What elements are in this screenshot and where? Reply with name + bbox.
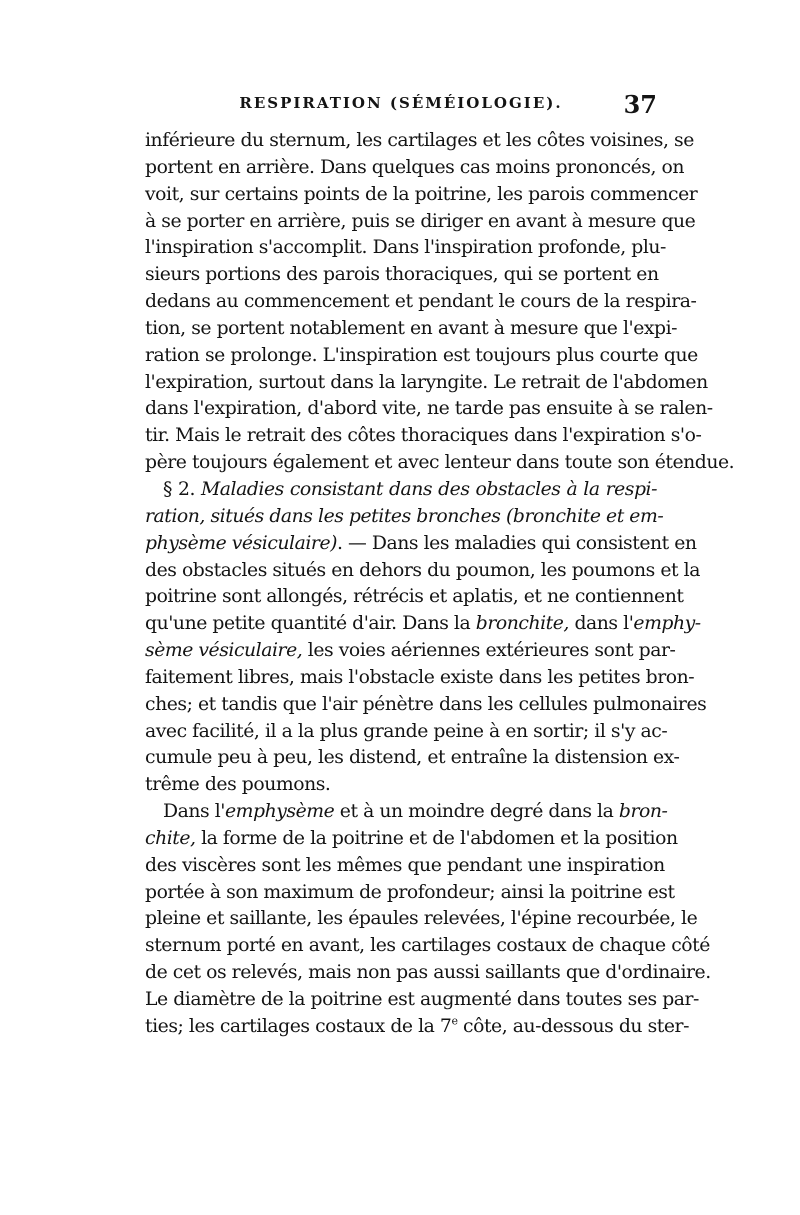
text-run: Dans l' <box>163 801 225 823</box>
text-run: dans l' <box>568 613 634 635</box>
text-run: qu'une petite quantité d'air. Dans la <box>145 613 476 635</box>
text-run: les voies aériennes extérieures sont par- <box>302 640 676 662</box>
superscript: e <box>451 1014 458 1028</box>
section-title: ration, situés dans les petites bronches (bronchite et em- <box>145 505 664 527</box>
text-line: de cet os relevés, mais non pas aussi saillants que d'ordinaire. <box>145 962 711 984</box>
text-run: la forme de la poitrine et de l'abdomen et la position <box>195 827 678 849</box>
text-line: tion, se portent notablement en avant à mesure que l'expi- <box>145 317 678 339</box>
text-line <box>145 826 678 853</box>
text-run: . — Dans les maladies qui consistent en <box>337 532 697 554</box>
text-line: sieurs portions des parois thoraciques, qui se portent en <box>145 264 659 286</box>
page-number: 37 <box>623 90 657 119</box>
text-line: dans l'expiration, d'abord vite, ne tarde pas ensuite à se ralen- <box>145 398 713 420</box>
text-line: dedans au commencement et pendant le cours de la respira- <box>145 291 697 313</box>
text-line <box>145 1014 689 1041</box>
text-line: tir. Mais le retrait des côtes thoraciques dans l'expiration s'o- <box>145 425 702 447</box>
text-run: et à un moindre degré dans la <box>334 801 619 823</box>
italic-term: chite, <box>145 827 196 849</box>
italic-term: sème vésiculaire, <box>145 640 303 662</box>
text-line: voit, sur certains points de la poitrine, les parois commencer <box>145 183 698 205</box>
text-line <box>145 611 701 638</box>
text-line: portée à son maximum de profondeur; ainsi la poitrine est <box>145 881 675 903</box>
section-heading-line <box>145 531 697 558</box>
text-line: l'inspiration s'accomplit. Dans l'inspiration profonde, plu- <box>145 237 666 259</box>
text-line: faitement libres, mais l'obstacle existe dans les petites bron- <box>145 666 695 688</box>
text-line: inférieure du sternum, les cartilages et les côtes voisines, se <box>145 130 694 151</box>
italic-term: bronchite, <box>475 613 569 635</box>
text-line: sternum porté en avant, les cartilages costaux de chaque côté <box>145 935 710 957</box>
text-run: ties; les cartilages costaux de la 7 <box>145 1015 452 1037</box>
running-title: RESPIRATION (SÉMÉIOLOGIE). <box>239 94 563 112</box>
section-heading-line <box>145 504 664 531</box>
text-line: l'expiration, surtout dans la laryngite. Le retrait de l'abdomen <box>145 371 708 393</box>
page-header <box>145 90 657 130</box>
text-line: des viscères sont les mêmes que pendant une inspiration <box>145 854 665 876</box>
text-line: à se porter en arrière, puis se diriger en avant à mesure que <box>145 210 696 232</box>
body-text <box>145 128 735 1041</box>
section-title: physème vésiculaire) <box>145 532 337 554</box>
text-line: cumule peu à peu, les distend, et entraîne la distension ex- <box>145 747 680 769</box>
section-title: Maladies consistant dans des obstacles à la respi- <box>201 478 658 500</box>
italic-term: emphy- <box>633 613 701 635</box>
text-line: père toujours également et avec lenteur dans toute son étendue. <box>145 452 735 474</box>
text-line: trême des poumons. <box>145 774 331 796</box>
text-line: poitrine sont allongés, rétrécis et aplatis, et ne contiennent <box>145 586 684 608</box>
text-line: Le diamètre de la poitrine est augmenté dans toutes ses par- <box>145 989 699 1010</box>
text-line <box>145 799 668 826</box>
text-line: ration se prolonge. L'inspiration est toujours plus courte que <box>145 344 698 366</box>
text-line <box>145 638 676 665</box>
italic-term: emphysème <box>224 801 335 823</box>
text-line: ches; et tandis que l'air pénètre dans les cellules pulmonaires <box>145 693 707 715</box>
text-line: des obstacles situés en dehors du poumon, les poumons et la <box>145 559 700 581</box>
text-line: portent en arrière. Dans quelques cas moins prononcés, on <box>145 156 685 178</box>
text-line: pleine et saillante, les épaules relevées, l'épine recourbée, le <box>145 908 698 930</box>
section-number: § 2. <box>163 478 201 500</box>
text-run: côte, au-dessous du ster- <box>457 1015 689 1037</box>
text-line: avec facilité, il a la plus grande peine à en sortir; il s'y ac- <box>145 720 668 742</box>
section-heading-line <box>145 477 657 504</box>
italic-term: bron- <box>618 801 668 823</box>
